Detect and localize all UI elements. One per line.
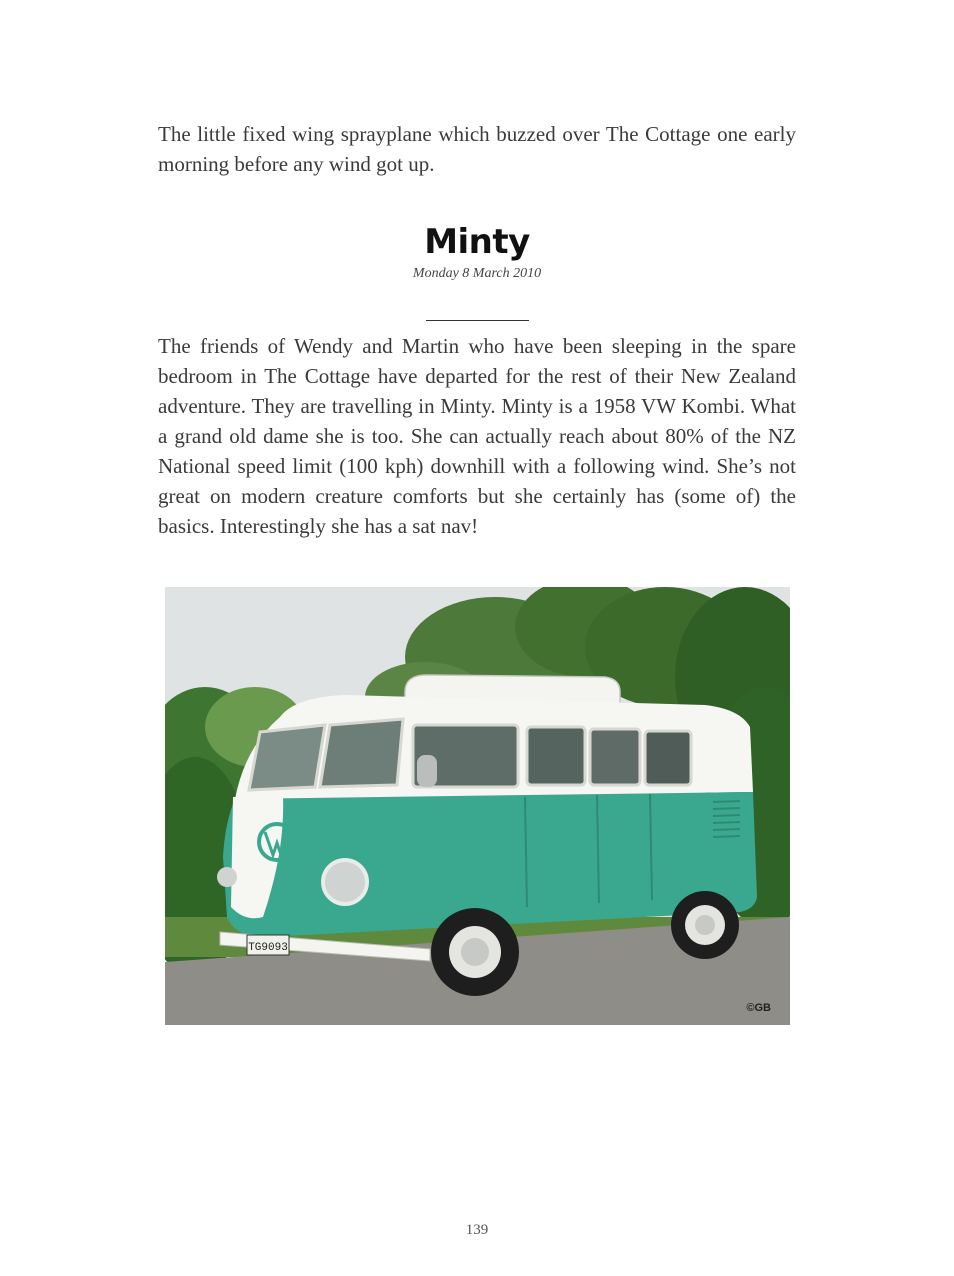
post-date: Monday 8 March 2010 <box>412 266 542 281</box>
license-plate-text: TG9093 <box>248 942 288 954</box>
page-number: 139 <box>465 1222 489 1238</box>
license-plate <box>247 935 289 955</box>
title-divider <box>426 320 529 321</box>
intro-paragraph: The little fixed wing sprayplane which buzzed over The Cottage one early morning before any wind got up. <box>158 122 796 176</box>
vw-kombi-illustration <box>165 587 790 1025</box>
post-body-paragraph: The friends of Wendy and Martin who have been sleeping in the spare bedroom in The Cottage have departed for the rest of their New Zealand adventure. They are travelling in Minty. Minty is a 1958 VW Kombi. What a grand old dame she is too. She can actually reach about 80% of the NZ National speed limit (100 kph) downhill with a following wind. She’s not great on modern creature comforts but she certainly has (some of) the basics. Interestingly she has a sat nav! <box>158 334 796 538</box>
vw-kombi-photo <box>165 587 790 1025</box>
rear-wheel <box>671 891 739 959</box>
photo-watermark: ©GB <box>746 1002 771 1014</box>
front-wheel <box>431 908 519 996</box>
post-title: Minty <box>424 222 530 262</box>
